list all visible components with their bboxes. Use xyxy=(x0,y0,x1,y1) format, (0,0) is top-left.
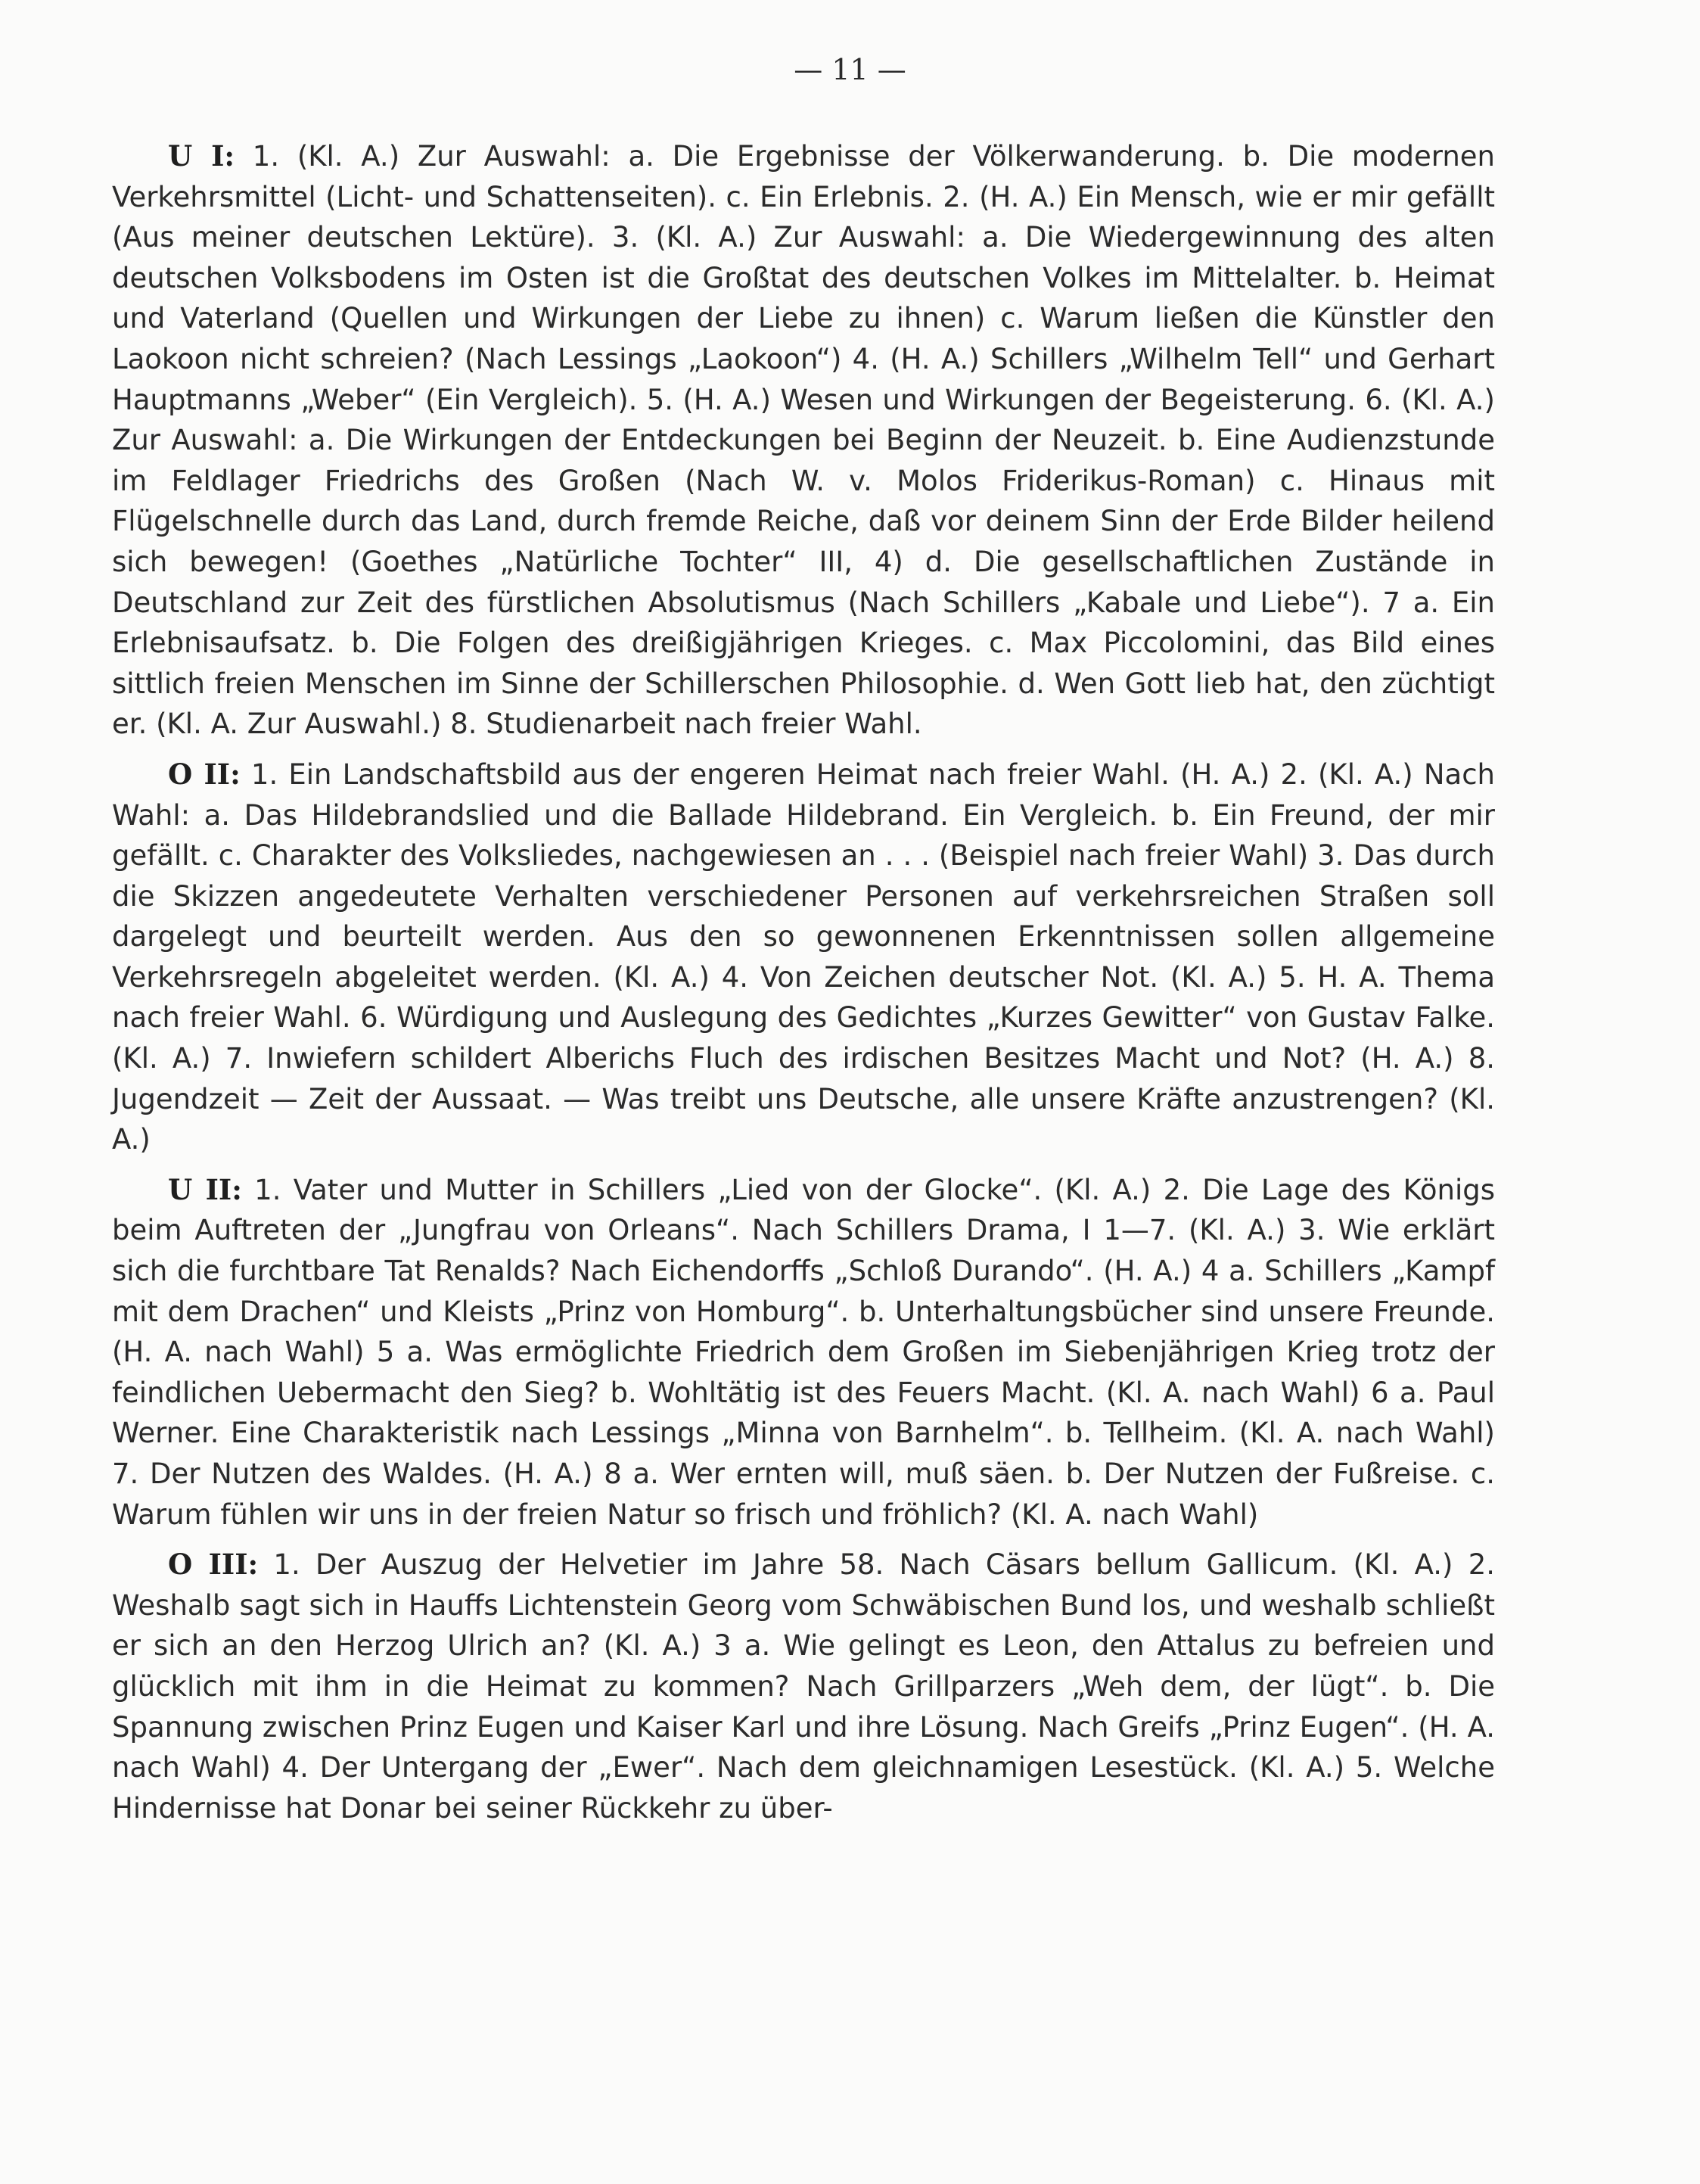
essay-topics-list xyxy=(112,136,1495,1828)
class-label: U I: xyxy=(168,139,235,173)
section-text: 1. Ein Landschaftsbild aus der engeren Heimat nach freier Wahl. (H. A.) 2. (Kl. A.) Nach Wahl: a. Das Hildebrandslied und die Ballade Hildebrand. Ein Vergleich. b. Ein Freund, der mir gefällt. c. Charakter des Volksliedes, nachgewiesen an . . . (Beispiel nach freier Wahl) 3. Das durch die Skizzen angedeutete Verhalten verschiedener Personen auf verkehrsreichen Straßen soll dargelegt und beurteilt werden. Aus den so gewonnenen Erkenntnissen sollen allgemeine Verkehrsregeln abgeleitet werden. (Kl. A.) 4. Von Zeichen deutscher Not. (Kl. A.) 5. H. A. Thema nach freier Wahl. 6. Würdigung und Auslegung des Gedichtes „Kurzes Gewitter“ von Gustav Falke. (Kl. A.) 7. Inwiefern schildert Alberichs Fluch des irdischen Besitzes Macht und Not? (H. A.) 8. Jugendzeit — Zeit der Aussaat. — Was treibt uns Deutsche, alle unsere Kräfte anzustrengen? (Kl. A.) xyxy=(112,758,1496,1156)
section-text: 1. (Kl. A.) Zur Auswahl: a. Die Ergebnisse der Völkerwanderung. b. Die modernen Verkehrsmittel (Licht- und Schattenseiten). c. Ein Erlebnis. 2. (H. A.) Ein Mensch, wie er mir gefällt (Aus meiner deutschen Lektüre). 3. (Kl. A.) Zur Auswahl: a. Die Wiedergewinnung des alten deutschen Volksbodens im Osten ist die Großtat des deutschen Volkes im Mittelalter. b. Heimat und Vaterland (Quellen und Wirkungen der Liebe zu ihnen) c. Warum ließen die Künstler den Laokoon nicht schreien? (Nach Lessings „Laokoon“) 4. (H. A.) Schillers „Wilhelm Tell“ und Gerhart Hauptmanns „Weber“ (Ein Vergleich). 5. (H. A.) Wesen und Wirkungen der Begeisterung. 6. (Kl. A.) Zur Auswahl: a. Die Wirkungen der Entdeckungen bei Beginn der Neuzeit. b. Eine Audienzstunde im Feldlager Friedrichs des Großen (Nach W. v. Molos Friderikus-Roman) c. Hinaus mit Flügelschnelle durch das Land, durch fremde Reiche, daß vor deinem Sinn der Erde Bilder heilend sich bewegen! (Goethes „Natürliche Tochter“ III, 4) d. Die gesellschaftlichen Zustände in Deutschland zur Zeit des fürstlichen Absolutismus (Nach Schillers „Kabale und Liebe“). 7 a. Ein Erlebnisaufsatz. b. Die Folgen des dreißigjährigen Krieges. c. Max Piccolomini, das Bild eines sittlich freien Menschen im Sinne der Schillerschen Philosophie. d. Wen Gott lieb hat, den züchtigt er. (Kl. A. Zur Auswahl.) 8. Studienarbeit nach freier Wahl. xyxy=(112,140,1495,741)
section-o-ii xyxy=(112,754,1495,1160)
section-text: 1. Vater und Mutter in Schillers „Lied von der Glocke“. (Kl. A.) 2. Die Lage des Königs beim Auftreten der „Jungfrau von Orleans“. Nach Schillers Drama, I 1—7. (Kl. A.) 3. Wie erklärt sich die furchtbare Tat Renalds? Nach Eichendorffs „Schloß Durando“. (H. A.) 4 a. Schillers „Kampf mit dem Drachen“ und Kleists „Prinz von Homburg“. b. Unterhaltungsbücher sind unsere Freunde. (H. A. nach Wahl) 5 a. Was ermöglichte Friedrich dem Großen im Siebenjährigen Krieg trotz der feindlichen Uebermacht den Sieg? b. Wohltätig ist des Feuers Macht. (Kl. A. nach Wahl) 6 a. Paul Werner. Eine Charakteristik nach Lessings „Minna von Barnhelm“. b. Tellheim. (Kl. A. nach Wahl) 7. Der Nutzen des Waldes. (H. A.) 8 a. Wer ernten will, muß säen. b. Der Nutzen der Fußreise. c. Warum fühlen wir uns in der freien Natur so frisch und fröhlich? (Kl. A. nach Wahl) xyxy=(112,1173,1495,1531)
section-u-i xyxy=(112,136,1495,745)
section-o-iii xyxy=(112,1545,1495,1828)
section-text: 1. Der Auszug der Helvetier im Jahre 58. Nach Cäsars bellum Gallicum. (Kl. A.) 2. Weshalb sagt sich in Hauffs Lichtenstein Georg vom Schwäbischen Bund los, und weshalb schließt er sich an den Herzog Ulrich an? (Kl. A.) 3 a. Wie gelingt es Leon, den Attalus zu befreien und glücklich mit ihm in die Heimat zu kommen? Nach Grillparzers „Weh dem, der lügt“. b. Die Spannung zwischen Prinz Eugen und Kaiser Karl und ihre Lösung. Nach Greifs „Prinz Eugen“. (H. A. nach Wahl) 4. Der Untergang der „Ewer“. Nach dem gleichnamigen Lesestück. (Kl. A.) 5. Welche Hindernisse hat Donar bei seiner Rückkehr zu über- xyxy=(112,1548,1495,1825)
page-number: — 11 — xyxy=(794,53,906,86)
class-label: O II: xyxy=(168,757,241,791)
class-label: O III: xyxy=(168,1548,259,1582)
section-u-ii xyxy=(112,1170,1495,1535)
class-label: U II: xyxy=(168,1172,242,1206)
